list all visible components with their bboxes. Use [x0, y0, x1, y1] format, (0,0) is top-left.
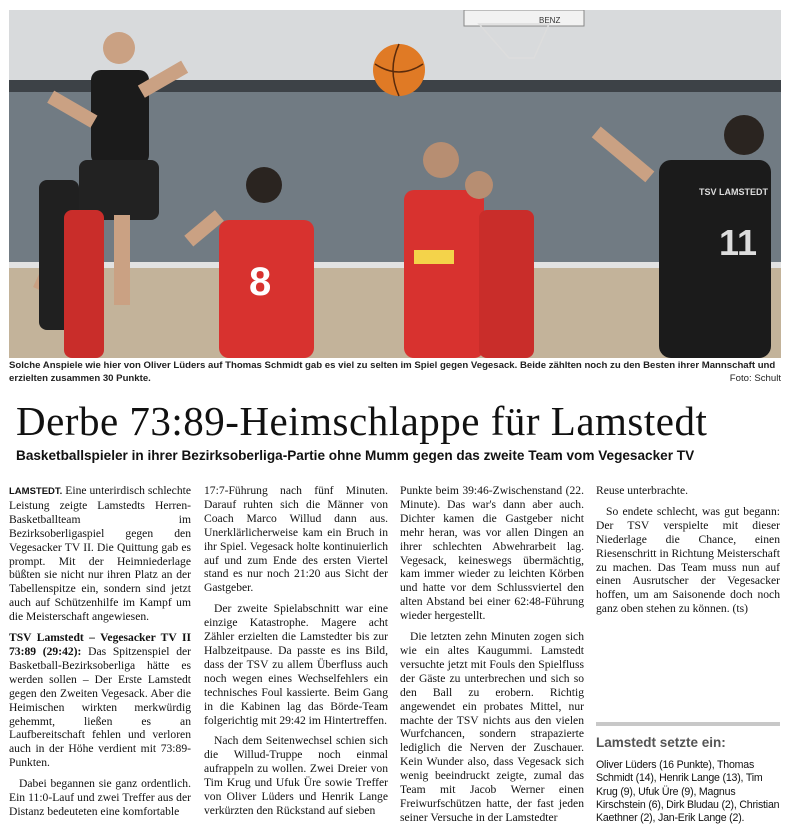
article-paragraph-6: Die letzten zehn Minuten zogen sich wie ein altes Kaugummi. Lamstedt versuchte jetzt mit Fouls den Spielfluss der Gäste zu unterbrechen und sich so den Ball zu erobern. Richtig angewendet ein probates Mittel, nur machte der TSV nichts aus den vielen Wurfchancen, sondern strapazierte lediglich die Nerven der Zuschauer. Kein Wunder also, dass Vegesack sich wenig beeindruckt zeigte, zumal das Team mit Jacob Werner einen Freiwurfschützen hatte, der fast jeden seiner Versuche in der Lamstedter [400, 630, 584, 824]
basketball [373, 44, 425, 96]
paragraph-text: Eine unterirdisch schlechte Leistung zeigte Lamstedts Herren-Basketballteam im Bezirksoberligaspiel gegen den Vegesacker TV II. Die Quittung gab es prompt. Mit der Heimniederlage büßten sie nicht nur ihren Platz an der Tabellenspitze ein, sondern sind jetzt auch auf Schützenhilfe im Kampf um die Meisterschaft angewiesen. [9, 484, 191, 624]
article-column-1 [9, 484, 191, 819]
game-score-lead: TSV Lamstedt – Vegesacker TV II 73:89 (29:42): [9, 631, 191, 658]
article-paragraph-6: Reuse unterbrachte. [596, 484, 689, 497]
lineup-list: Oliver Lüders (16 Punkte), Thomas Schmidt (14), Henrik Lange (13), Tim Krug (9), Ufuk Üre (9), Magnus Kirschstein (6), Dirk Bludau (2), Christian Kaethner (2), Jan-Erik Lange (2). [596, 759, 780, 825]
photo-credit: Foto: Schult [729, 372, 781, 384]
jersey-number-8: 8 [249, 260, 272, 304]
subheadline: Basketballspieler in ihrer Bezirksoberliga-Partie ohne Mumm gegen das zweite Team vom Vegesacker TV [16, 448, 695, 463]
article-paragraph-5: Punkte beim 39:46-Zwischenstand (22. Minute). Das war's dann aber auch. Dichter kamen die Gastgeber nicht mehr heran, was vor allen Dingen an ihrer schlechten Abwehrarbeit lag. Vegesack, keineswegs übermächtig, kam immer wieder zu leichten Körben und hatte vor dem Schlussviertel den alten Abstand bei einer 62:48-Führung wieder hergestellt. [400, 484, 584, 623]
sponsor-text: BENZ [539, 16, 561, 25]
article-column-3 [400, 484, 584, 825]
lineup-title: Lamstedt setzte ein: [596, 735, 726, 750]
article-paragraph-4: Der zweite Spielabschnitt war eine einzige Katastrophe. Magere acht Zähler erzielten die Lamstedter bis zur Halbzeitpause. Da passte es ins Bild, dass der TSV zu allem Überfluss auch noch wegen eines Wechselfehlers ein technisches Foul kassierte. Beim Gang in die Kabinen lag das Börde-Team folgerichtig mit 29:42 im Hintertreffen. [204, 602, 388, 727]
paragraph-text: Das Spitzenspiel der Basketball-Bezirksoberliga hätte es werden sollen – Der Erste Lamstedt gegen den Zweiten Vegesack. Aber die Heimischen wirkten merkwürdig gehemmt, ließen es an Laufbereitschaft fehlen und verloren auch in der Höhe verdient mit 73:89-Punkten. [9, 644, 191, 770]
article-column-4 [596, 484, 780, 616]
article-paragraph-5: Nach dem Seitenwechsel schien sich die Willud-Truppe noch einmal aufrappeln zu wollen. Zwei Dreier von Tim Krug und Ufuk Üre sowie Treffer von Oliver Lüders und Henrik Lange verkürzten den Rückstand auf sieben [204, 734, 388, 817]
caption-text: Solche Anspiele wie hier von Oliver Lüders auf Thomas Schmidt gab es viel zu selten im Spiel gegen Vegesack. Beide zählten noch zu den Besten ihrer Mannschaft und erzielten zusammen 30 Punkte. [9, 360, 776, 384]
basketball-photo [9, 10, 781, 358]
dateline: LAMSTEDT. [9, 486, 63, 497]
article-paragraph-7: So endete schlecht, was gut begann: Der TSV verspielte mit dieser Niederlage die Chance, einen Riesenschritt in Richtung Meisterschaft zu machen. Das Team muss nun auf einen Ausrutscher der Vegesacker hoffen, um am Saisonende doch noch ganz oben stehen zu können. (ts) [596, 504, 780, 616]
article-paragraph-3 [9, 777, 191, 819]
photo-caption [9, 360, 781, 385]
headline: Derbe 73:89-Heimschlappe für Lamstedt [16, 398, 708, 444]
jersey-team-text: TSV LAMSTEDT [699, 187, 768, 197]
jersey-number-11: 11 [719, 222, 758, 263]
article-paragraph-2 [9, 631, 191, 770]
lineup-rule [596, 722, 780, 726]
article-paragraph-3-cont: 17:7-Führung nach fünf Minuten. Darauf ruhten sich die Männer von Coach Marco Willud dann aus. Unerklärlicherweise kam ein Bruch in ihr Spiel. Vegesack holte kontinuierlich auf und zum Ende des ersten Viertel stand es nur noch 21:20 aus Sicht der Gastgeber. [204, 484, 388, 595]
lineup-box [596, 722, 780, 825]
paragraph-text: Dabei begannen sie ganz ordentlich. Ein 11:0-Lauf und zwei Treffer aus der Distanz bedeuteten eine komfortable [9, 777, 191, 818]
article-paragraph-1 [9, 484, 191, 624]
article-column-2 [204, 484, 388, 818]
